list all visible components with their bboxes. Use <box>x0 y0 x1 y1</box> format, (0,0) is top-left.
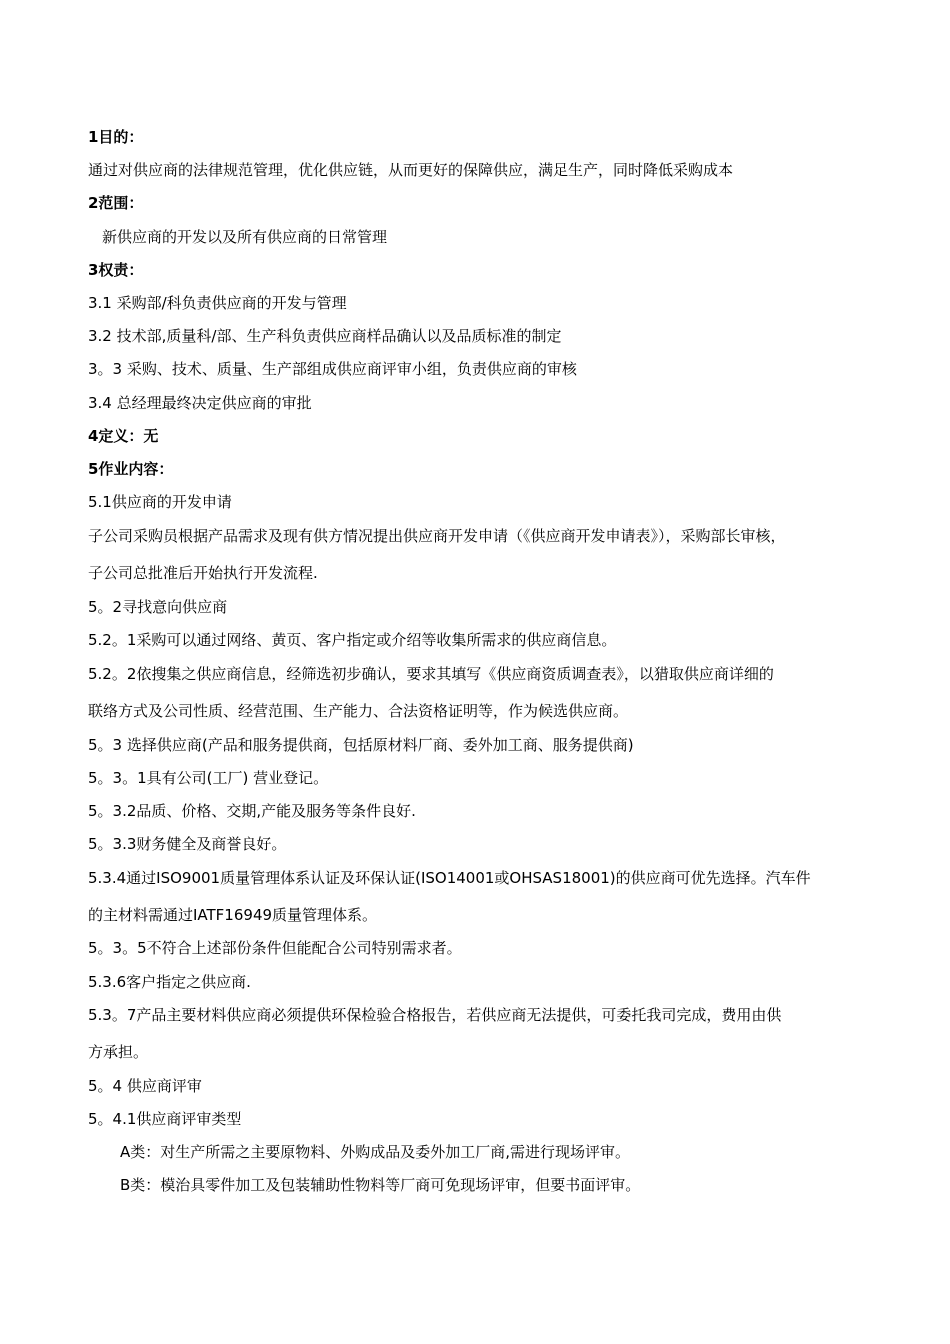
item-5-3-3: 5。3.3财务健全及商誉良好。 <box>88 835 287 853</box>
item-type-a: A类：对生产所需之主要原物料、外购成品及委外加工厂商,需进行现场评审。 <box>120 1143 631 1161</box>
item-5-3-7-a: 5.3。7产品主要材料供应商必须提供环保检验合格报告，若供应商无法提供，可委托我司完成，费用由供 <box>88 1006 782 1024</box>
item-5-1: 5.1供应商的开发申请 <box>88 493 232 511</box>
heading-definition: 4定义：无 <box>88 427 159 445</box>
item-5-2-2-a: 5.2。2依搜集之供应商信息，经筛选初步确认，要求其填写《供应商资质调查表》，以猎取供应商详细的 <box>88 665 774 683</box>
heading-responsibility: 3权责： <box>88 261 144 279</box>
item-5-2-1: 5.2。1采购可以通过网络、黄页、客户指定或介绍等收集所需求的供应商信息。 <box>88 631 617 649</box>
item-5-4-1: 5。4.1供应商评审类型 <box>88 1110 242 1128</box>
item-5-3: 5。3 选择供应商(产品和服务提供商，包括原材料厂商、委外加工商、服务提供商) <box>88 736 634 754</box>
item-5-3-4-b: 的主材料需通过IATF16949质量管理体系。 <box>88 906 378 924</box>
paragraph-scope: 新供应商的开发以及所有供应商的日常管理 <box>102 228 388 246</box>
item-5-3-7-b: 方承担。 <box>88 1043 149 1061</box>
item-5-4: 5。4 供应商评审 <box>88 1077 202 1095</box>
heading-scope: 2范围： <box>88 194 144 212</box>
item-3-2: 3.2 技术部,质量科/部、生产科负责供应商样品确认以及品质标准的制定 <box>88 327 562 345</box>
item-type-b: B类：模治具零件加工及包装辅助性物料等厂商可免现场评审，但要书面评审。 <box>120 1176 641 1194</box>
item-3-1: 3.1 采购部/科负责供应商的开发与管理 <box>88 294 347 312</box>
item-3-4: 3.4 总经理最终决定供应商的审批 <box>88 394 312 412</box>
item-5-3-4-a: 5.3.4通过ISO9001质量管理体系认证及环保认证(ISO14001或OHSAS18001)的供应商可优先选择。汽车件 <box>88 869 811 887</box>
item-5-3-6: 5.3.6客户指定之供应商. <box>88 973 251 991</box>
heading-purpose: 1目的： <box>88 128 144 146</box>
item-3-3: 3。3 采购、技术、质量、生产部组成供应商评审小组，负责供应商的审核 <box>88 360 577 378</box>
item-5-2-2-b: 联络方式及公司性质、经营范围、生产能力、合法资格证明等，作为候选供应商。 <box>88 702 629 720</box>
item-5-3-1: 5。3。1具有公司(工厂) 营业登记。 <box>88 769 329 787</box>
heading-work-content: 5作业内容： <box>88 460 174 478</box>
item-5-3-2: 5。3.2品质、价格、交期,产能及服务等条件良好. <box>88 802 416 820</box>
paragraph-5-1-b: 子公司总批准后开始执行开发流程. <box>88 564 318 582</box>
item-5-2: 5。2寻找意向供应商 <box>88 598 228 616</box>
paragraph-purpose: 通过对供应商的法律规范管理，优化供应链，从而更好的保障供应，满足生产，同时降低采购成本 <box>88 161 734 179</box>
paragraph-5-1-a: 子公司采购员根据产品需求及现有供方情况提出供应商开发申请（《供应商开发申请表》），采购部长审核， <box>88 527 786 545</box>
item-5-3-5: 5。3。5不符合上述部份条件但能配合公司特别需求者。 <box>88 939 462 957</box>
